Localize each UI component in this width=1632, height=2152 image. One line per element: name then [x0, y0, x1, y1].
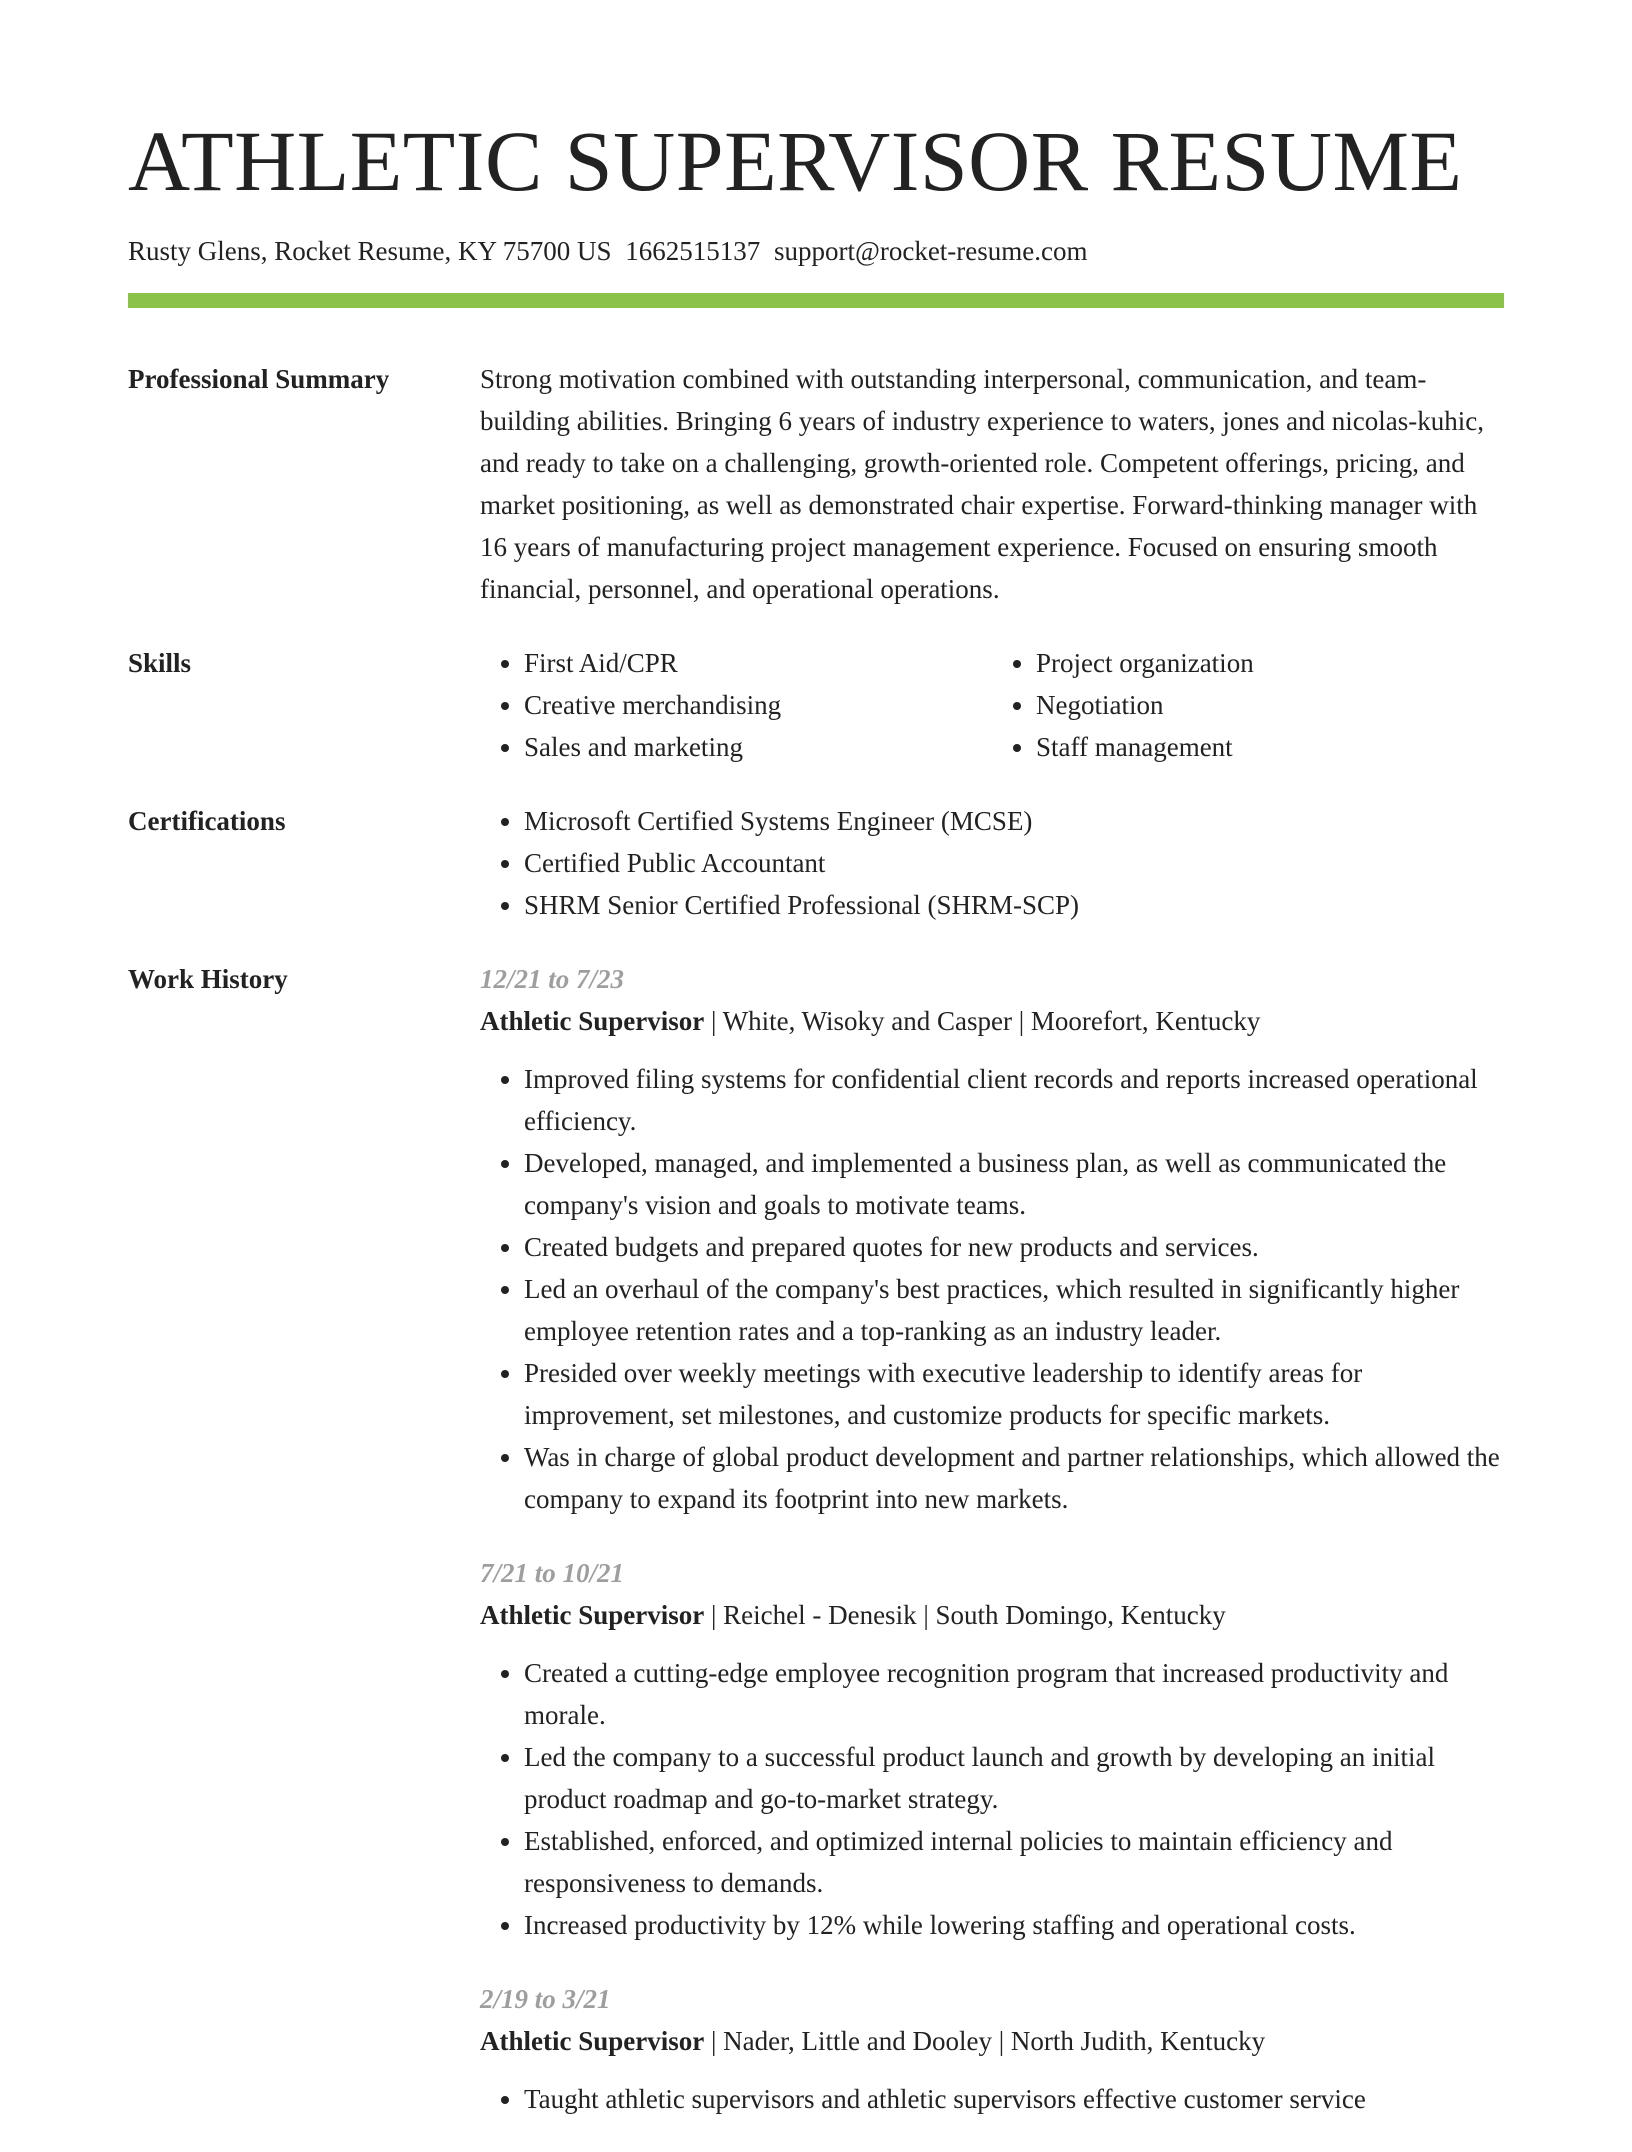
job-details: | Reichel - Denesik | South Domingo, Kentucky	[710, 1600, 1226, 1630]
job-title: Athletic Supervisor	[480, 2026, 705, 2056]
job-bullet: • Increased productivity by 12% while lowering staffing and operational costs.	[524, 1904, 1504, 1946]
certifications-label: Certifications	[128, 806, 286, 836]
skill-item: • Project organization	[1036, 642, 1504, 684]
job-details: | White, Wisoky and Casper | Moorefort, Kentucky	[710, 1006, 1261, 1036]
certification-item: • Microsoft Certified Systems Engineer (MCSE)	[524, 800, 1504, 842]
certification-item: • Certified Public Accountant	[524, 842, 1504, 884]
skills-section	[128, 642, 1504, 768]
contact-email: support@rocket-resume.com	[773, 236, 1088, 266]
job-bullets	[480, 1652, 1504, 1946]
accent-divider	[128, 293, 1504, 308]
job-bullet: • Led the company to a successful product launch and growth by developing an initial product roadmap and go-to-market strategy.	[524, 1736, 1504, 1820]
skill-item: • Sales and marketing	[524, 726, 992, 768]
skill-item: • Staff management	[1036, 726, 1504, 768]
skill-item: • Negotiation	[1036, 684, 1504, 726]
job-bullet: • Established, enforced, and optimized internal policies to maintain efficiency and responsiveness to demands.	[524, 1820, 1504, 1904]
skills-column-1	[480, 642, 992, 768]
skill-item: • First Aid/CPR	[524, 642, 992, 684]
job-bullet: • Created a cutting-edge employee recognition program that increased productivity and morale.	[524, 1652, 1504, 1736]
summary-text: Strong motivation combined with outstanding interpersonal, communication, and team-building abilities. Bringing 6 years of industry experience to waters, jones and nicolas-kuhic, and ready to take on a challenging, growth-oriented role. Competent offerings, pricing, and market positioning, as well as demonstrated chair expertise. Forward-thinking manager with 16 years of manufacturing project management experience. Focused on ensuring smooth financial, personnel, and operational operations.	[480, 364, 1485, 604]
summary-section	[128, 358, 1504, 610]
skill-item: • Creative merchandising	[524, 684, 992, 726]
job-entry	[480, 958, 1504, 1520]
job-entry	[480, 1978, 1504, 2120]
contact-line	[128, 238, 1504, 265]
job-bullet: • Taught athletic supervisors and athletic supervisors effective customer service	[524, 2078, 1504, 2120]
job-bullets	[480, 2078, 1504, 2120]
contact-address: Rusty Glens, Rocket Resume, KY 75700 US	[128, 236, 612, 266]
job-entry	[480, 1552, 1504, 1946]
job-bullet: • Created budgets and prepared quotes for new products and services.	[524, 1226, 1504, 1268]
job-heading	[480, 1594, 1504, 1636]
job-bullet: • Improved filing systems for confidential client records and reports increased operational efficiency.	[524, 1058, 1504, 1142]
job-bullet: • Was in charge of global product development and partner relationships, which allowed the company to expand its footprint into new markets.	[524, 1436, 1504, 1520]
job-bullet: • Developed, managed, and implemented a business plan, as well as communicated the company's vision and goals to motivate teams.	[524, 1142, 1504, 1226]
job-title: Athletic Supervisor	[480, 1600, 705, 1630]
job-date: 12/21 to 7/23	[480, 964, 625, 994]
work-history-section	[128, 958, 1504, 2152]
certifications-section	[128, 800, 1504, 926]
resume-title: ATHLETIC SUPERVISOR RESUME	[128, 113, 1463, 209]
skills-column-2	[992, 642, 1504, 768]
certifications-list	[480, 800, 1504, 926]
skills-label: Skills	[128, 648, 192, 678]
job-heading	[480, 1000, 1504, 1042]
job-bullet: • Presided over weekly meetings with executive leadership to identify areas for improvement, set milestones, and customize products for specific markets.	[524, 1352, 1504, 1436]
contact-phone: 1662515137	[625, 236, 761, 266]
job-title: Athletic Supervisor	[480, 1006, 705, 1036]
job-bullets	[480, 1058, 1504, 1520]
job-date: 2/19 to 3/21	[480, 1984, 611, 2014]
job-date: 7/21 to 10/21	[480, 1558, 625, 1588]
job-heading	[480, 2020, 1504, 2062]
job-bullet: • Led an overhaul of the company's best practices, which resulted in significantly higher employee retention rates and a top-ranking as an industry leader.	[524, 1268, 1504, 1352]
job-details: | Nader, Little and Dooley | North Judith, Kentucky	[710, 2026, 1266, 2056]
summary-label: Professional Summary	[128, 364, 390, 394]
work-history-label: Work History	[128, 964, 288, 994]
certification-item: • SHRM Senior Certified Professional (SHRM-SCP)	[524, 884, 1504, 926]
